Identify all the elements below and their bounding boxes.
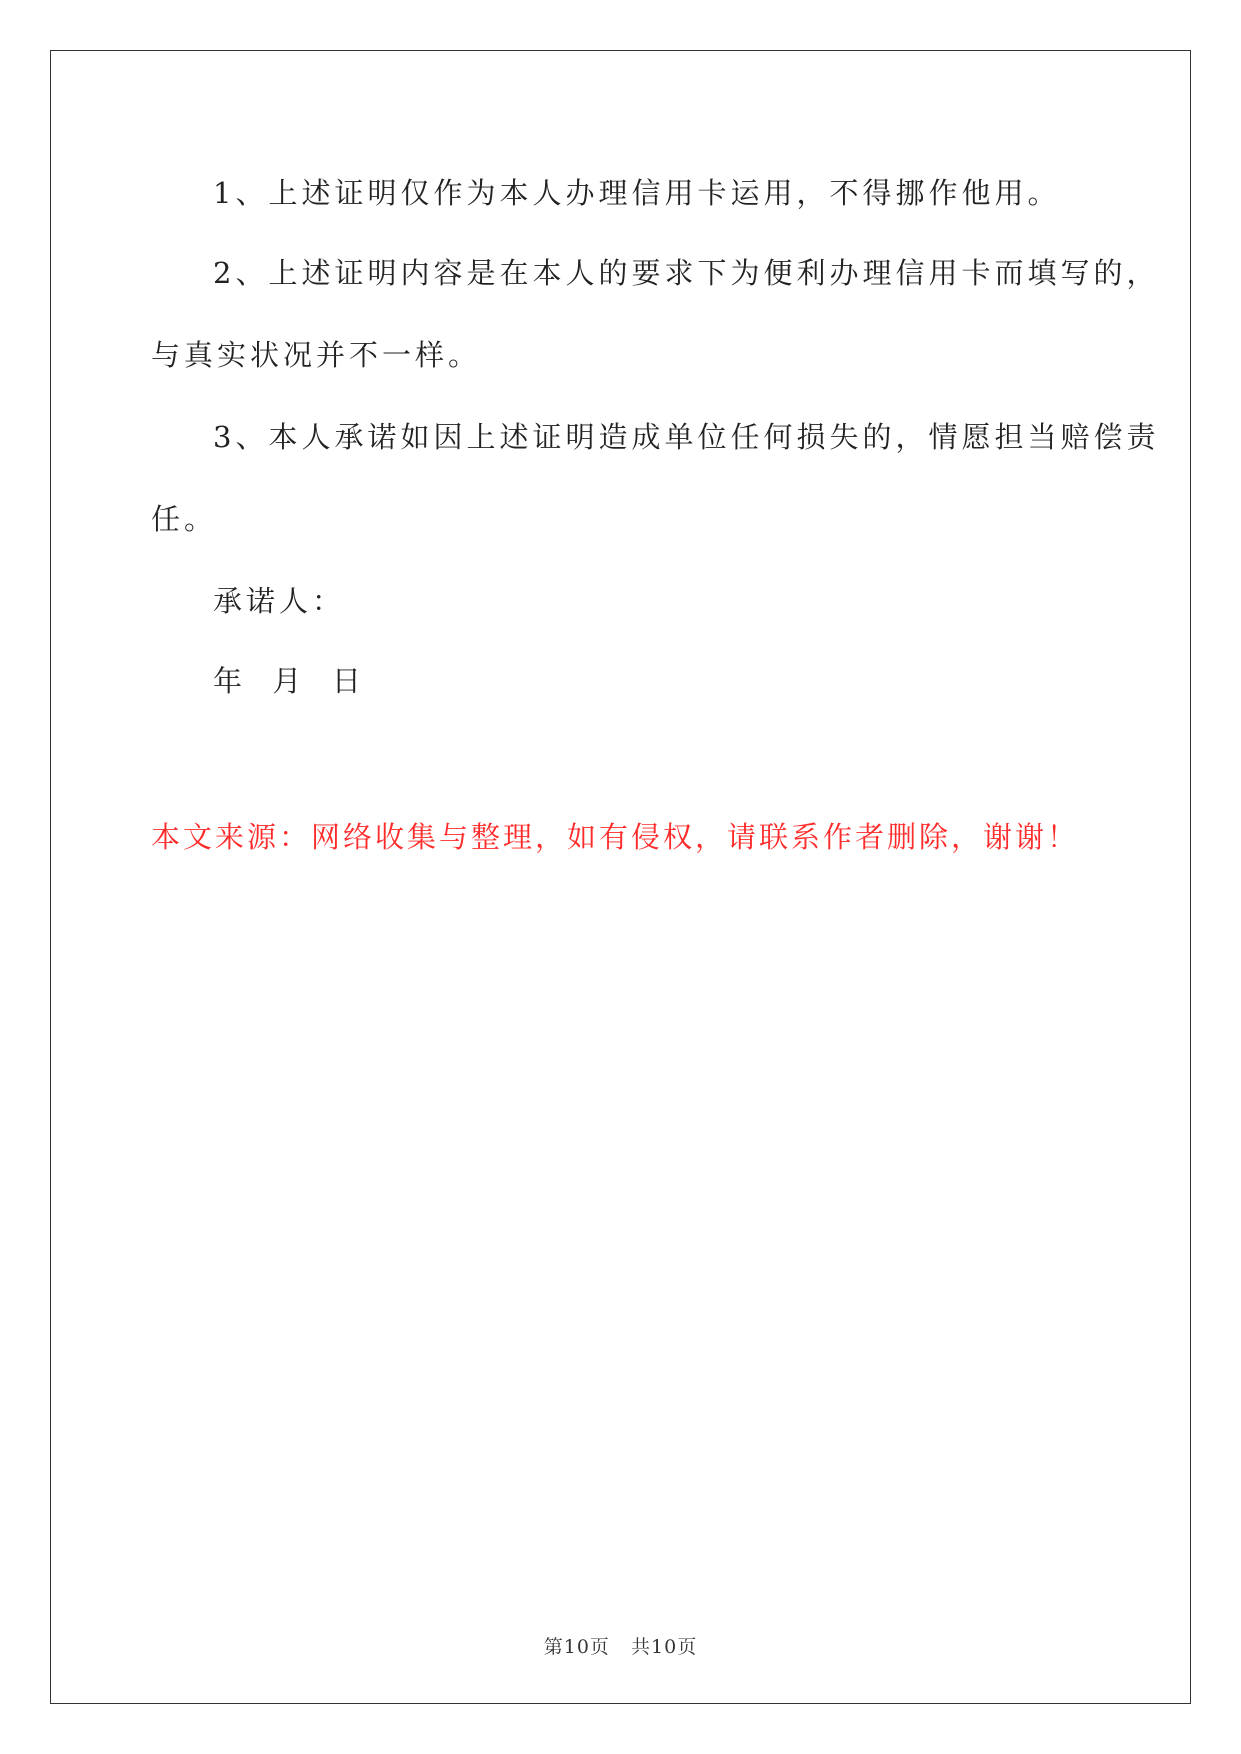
clause-2-line-1: 2、上述证明内容是在本人的要求下为便利办理信用卡而填写的， xyxy=(213,256,1160,290)
page-number: 第10页 共10页 xyxy=(543,1636,698,1658)
clause-3-line-1: 3、本人承诺如因上述证明造成单位任何损失的，情愿担当赔偿责 xyxy=(213,420,1160,454)
clause-2-line-2: 与真实状况并不一样。 xyxy=(151,338,482,372)
clause-3-line-2: 任。 xyxy=(151,502,218,536)
clause-1: 1、上述证明仅作为本人办理信用卡运用，不得挪作他用。 xyxy=(213,176,1061,210)
page-border xyxy=(50,50,1191,1704)
promisor-label: 承诺人： xyxy=(213,584,346,618)
date-line: 年 月 日 xyxy=(213,664,365,698)
source-disclaimer: 本文来源：网络收集与整理，如有侵权，请联系作者删除，谢谢！ xyxy=(151,820,1080,854)
